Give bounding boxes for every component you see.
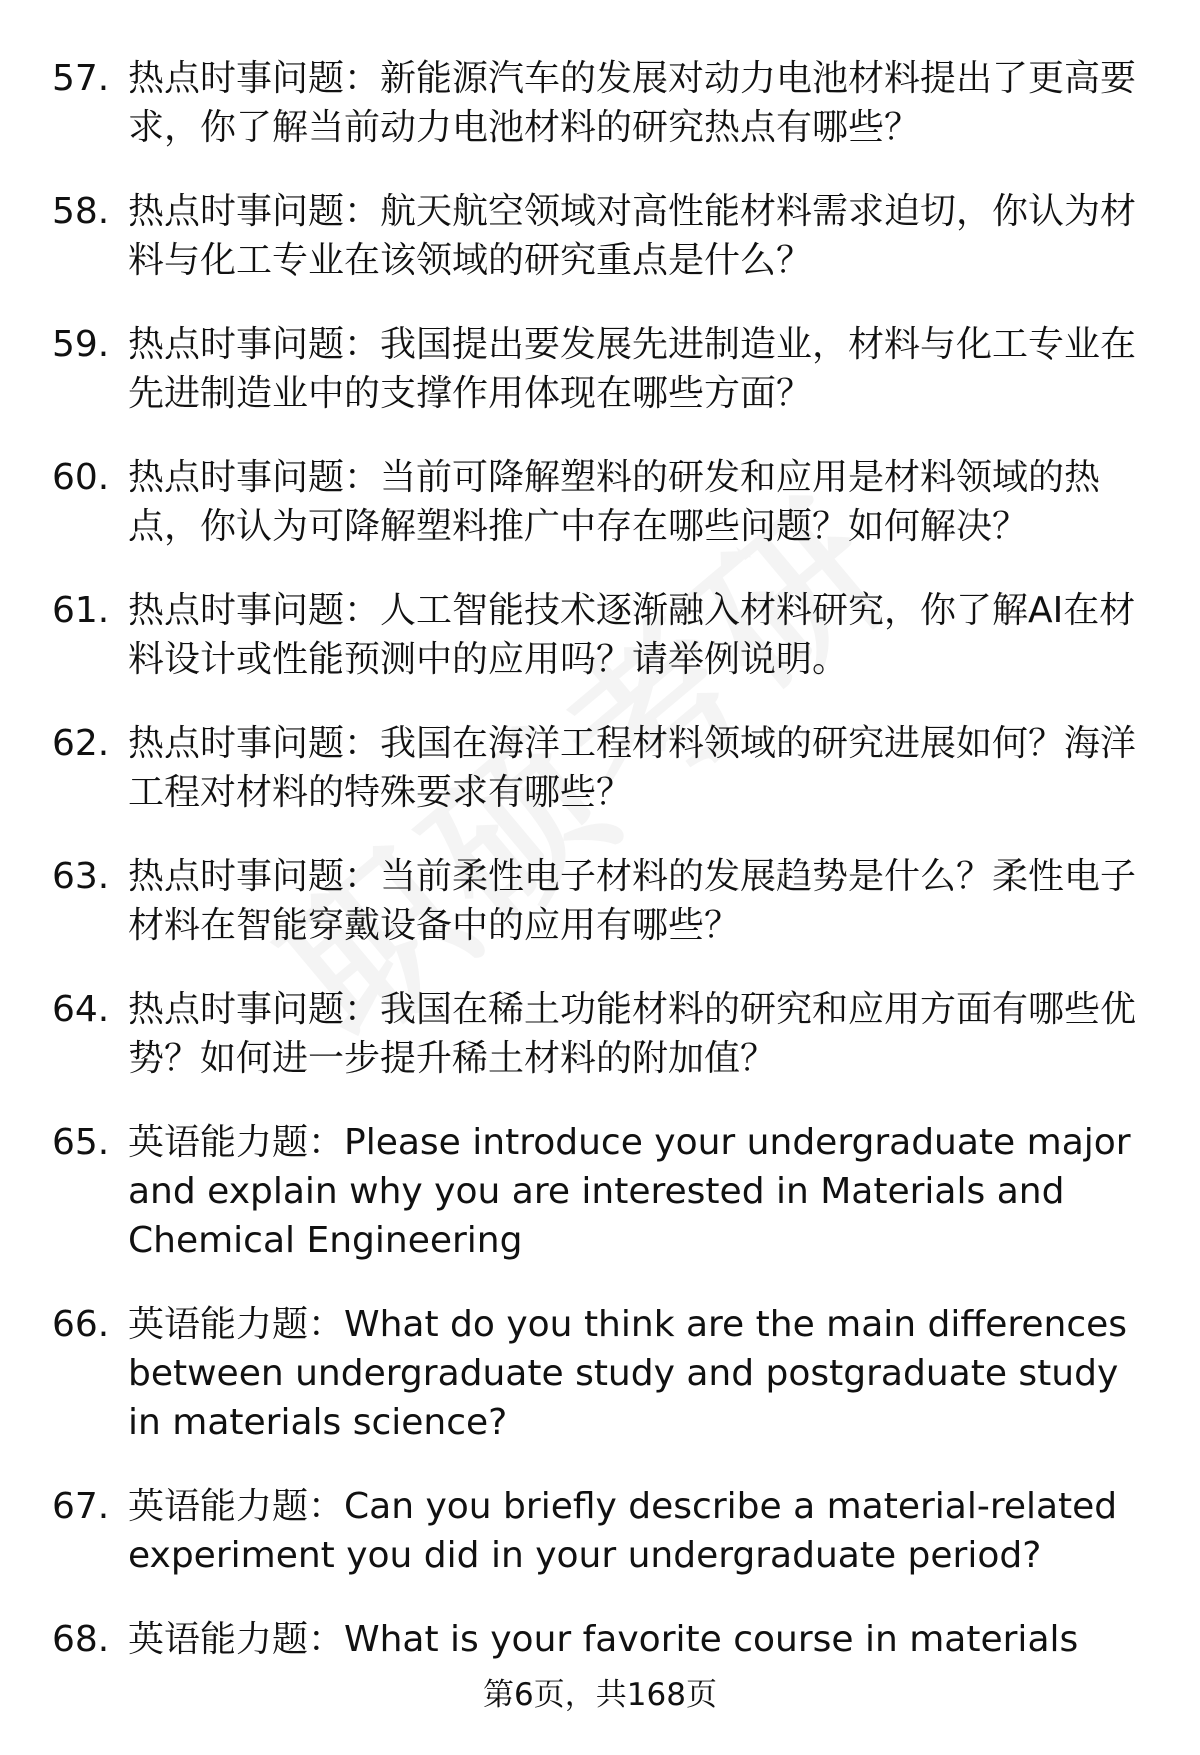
question-text: 热点时事问题：新能源汽车的发展对动力电池材料提出了更高要求，你了解当前动力电池材料的研究热点有哪些？ — [128, 58, 1137, 148]
question-text: 热点时事问题：人工智能技术逐渐融入材料研究，你了解AI在材料设计或性能预测中的应用吗？请举例说明。 — [128, 590, 1136, 680]
question-item — [0, 586, 1200, 684]
question-text: 英语能力题：What do you think are the main differences between undergraduate study and postgraduate study in materials science? — [128, 1304, 1128, 1443]
question-item — [0, 1482, 1200, 1580]
question-list — [0, 54, 1200, 1699]
question-number: 66. — [52, 1304, 110, 1345]
question-number: 60. — [52, 457, 110, 498]
question-number: 67. — [52, 1486, 110, 1527]
question-item — [0, 1300, 1200, 1447]
question-number: 65. — [52, 1122, 110, 1163]
question-item — [0, 54, 1200, 152]
question-item — [0, 719, 1200, 817]
question-number: 57. — [52, 58, 110, 99]
question-item — [0, 187, 1200, 285]
question-text: 英语能力题：Please introduce your undergraduate major and explain why you are interested in Materials and Chemical Engineering — [128, 1122, 1131, 1261]
question-number: 61. — [52, 590, 110, 631]
question-text: 热点时事问题：我国在稀土功能材料的研究和应用方面有哪些优势？如何进一步提升稀土材料的附加值？ — [128, 989, 1137, 1079]
question-text: 英语能力题：What is your favorite course in materials — [128, 1619, 1079, 1660]
question-text: 热点时事问题：我国提出要发展先进制造业，材料与化工专业在先进制造业中的支撑作用体现在哪些方面？ — [128, 324, 1137, 414]
question-text: 热点时事问题：当前可降解塑料的研发和应用是材料领域的热点，你认为可降解塑料推广中存在哪些问题？如何解决？ — [128, 457, 1101, 547]
question-item — [0, 1615, 1200, 1664]
question-text: 热点时事问题：当前柔性电子材料的发展趋势是什么？柔性电子材料在智能穿戴设备中的应用有哪些？ — [128, 856, 1137, 946]
question-item — [0, 985, 1200, 1083]
page-footer: 第6页，共168页 — [483, 1677, 717, 1713]
question-number: 64. — [52, 989, 110, 1030]
question-item — [0, 1118, 1200, 1265]
question-number: 68. — [52, 1619, 110, 1660]
question-item — [0, 852, 1200, 950]
question-number: 62. — [52, 723, 110, 764]
question-text: 热点时事问题：航天航空领域对高性能材料需求迫切，你认为材料与化工专业在该领域的研究重点是什么？ — [128, 191, 1137, 281]
question-item — [0, 320, 1200, 418]
question-text: 英语能力题：Can you briefly describe a material-related experiment you did in your undergraduate period? — [128, 1486, 1118, 1576]
question-text: 热点时事问题：我国在海洋工程材料领域的研究进展如何？海洋工程对材料的特殊要求有哪些？ — [128, 723, 1137, 813]
question-number: 63. — [52, 856, 110, 897]
question-number: 58. — [52, 191, 110, 232]
question-item — [0, 453, 1200, 551]
question-number: 59. — [52, 324, 110, 365]
